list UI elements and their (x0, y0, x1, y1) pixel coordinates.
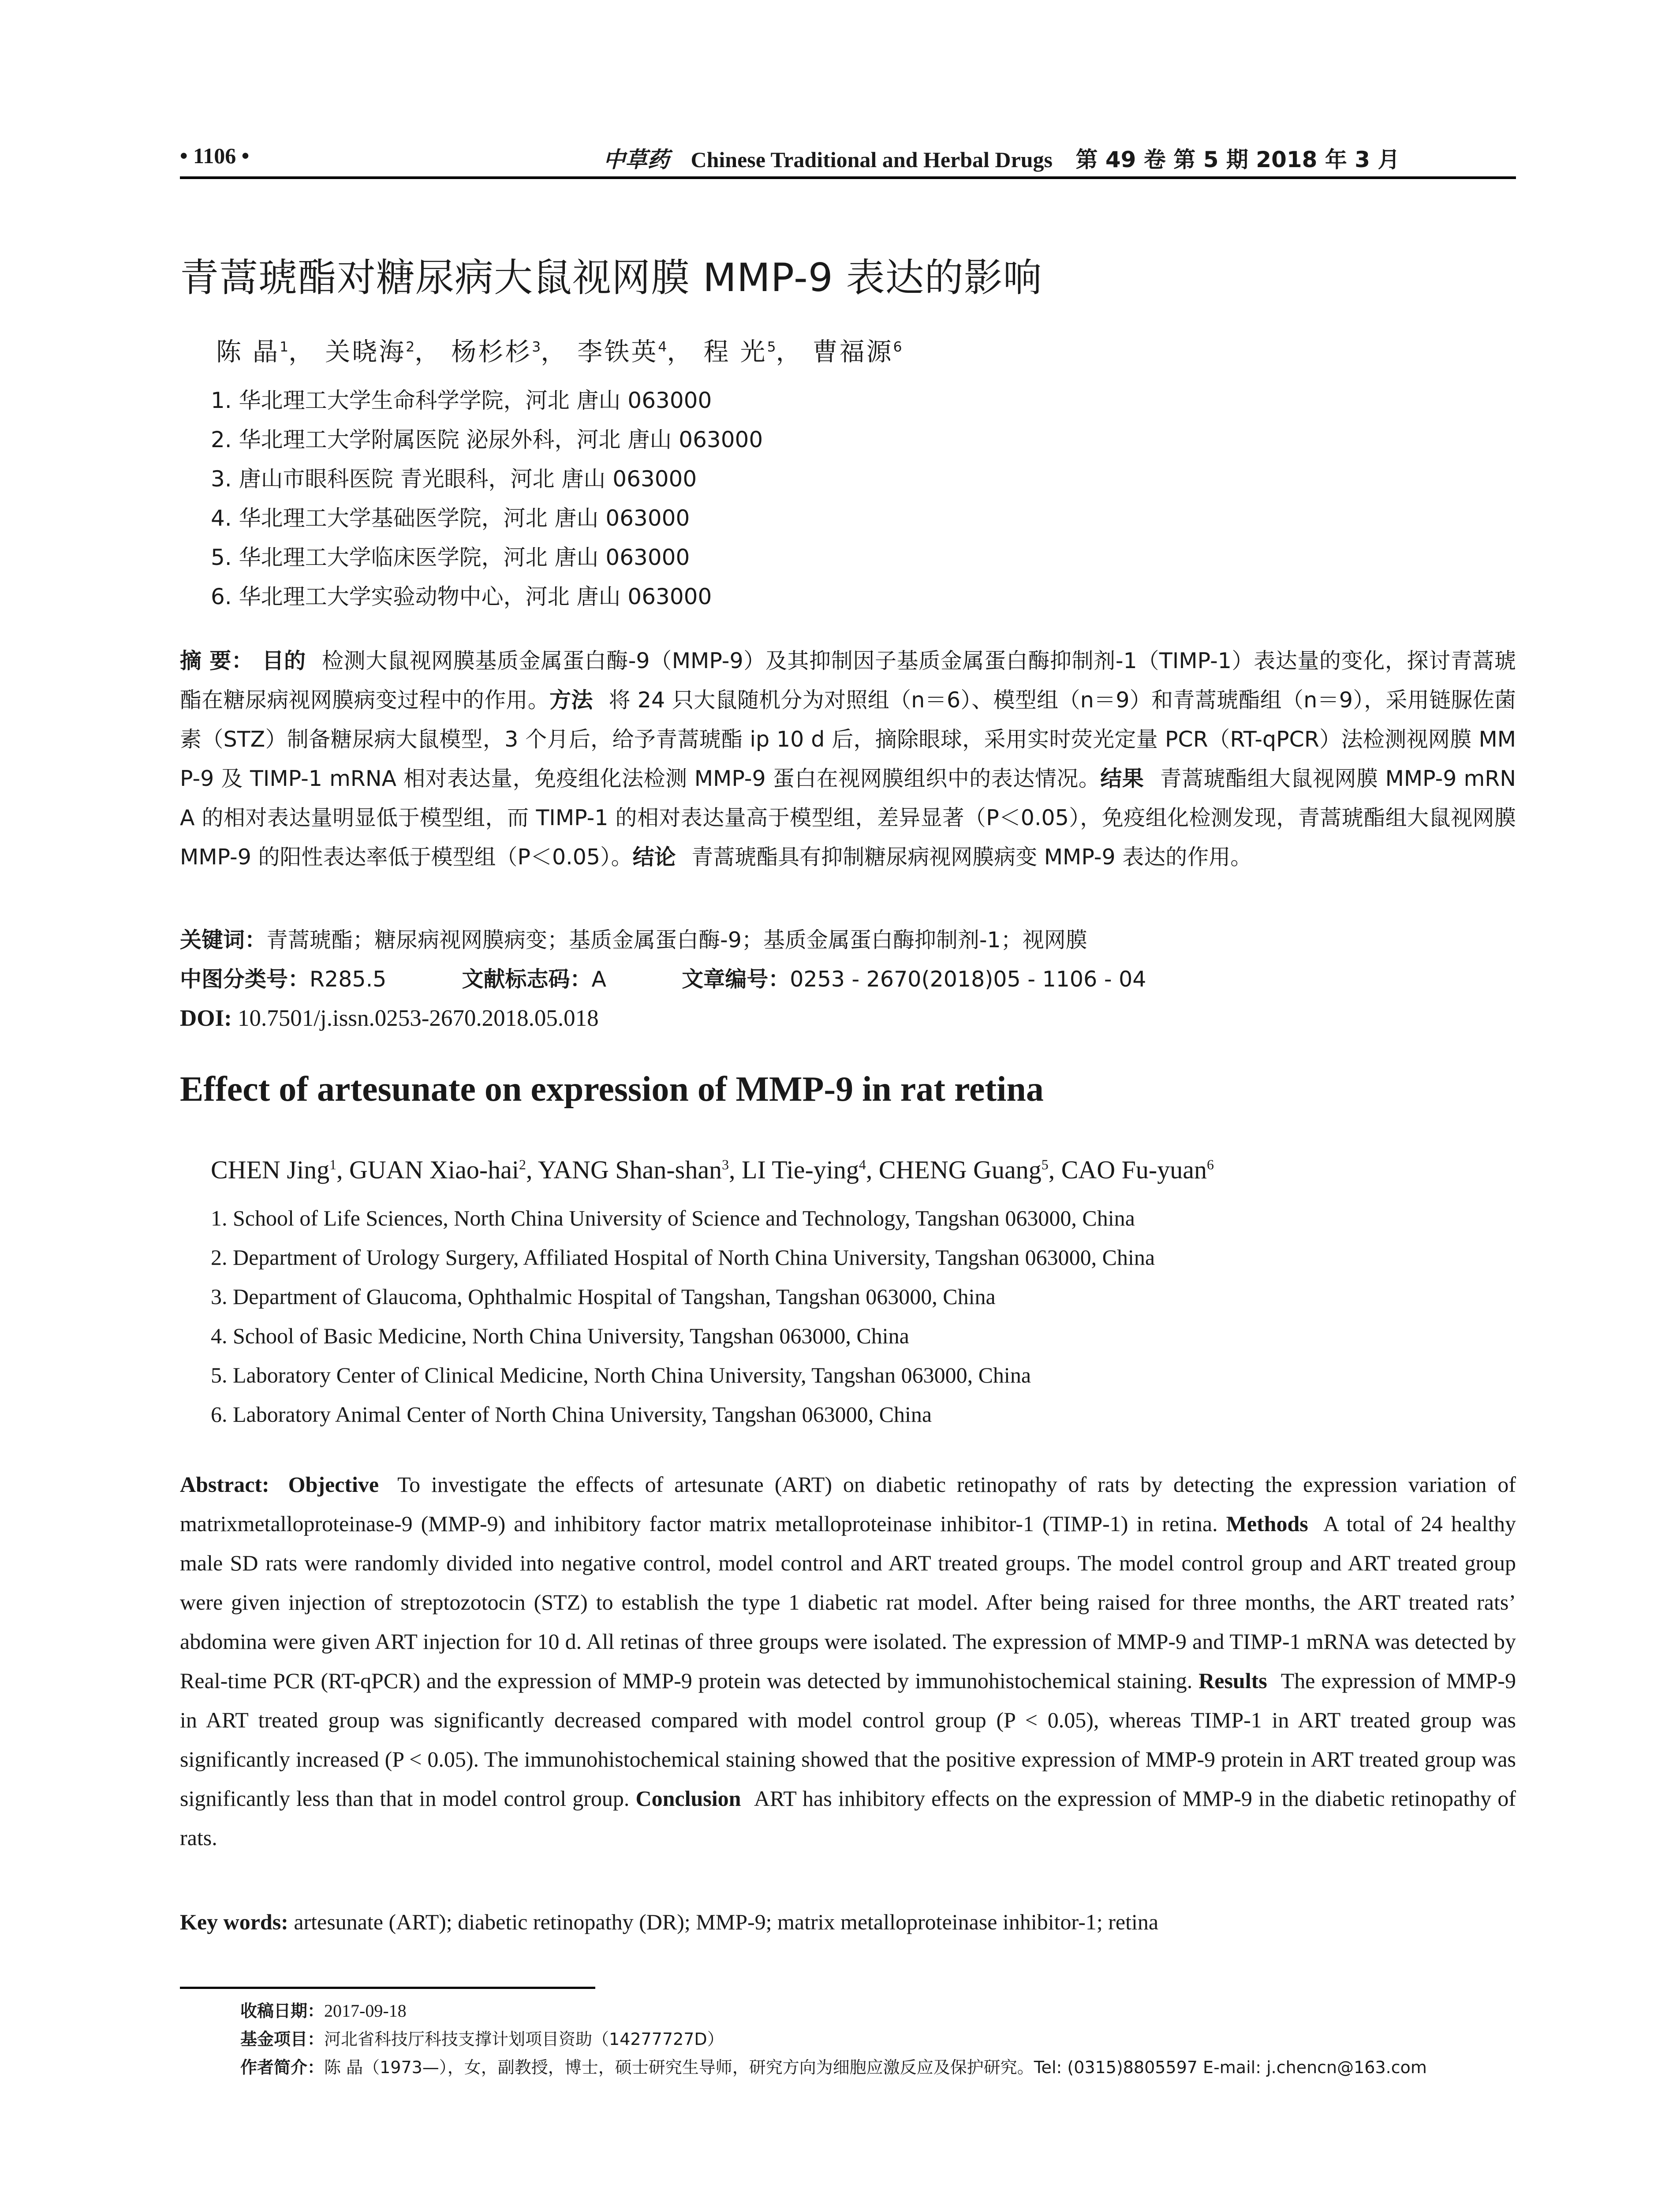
author-affil-mark: 5 (767, 339, 776, 355)
conclusion-text: 青蒿琥酯具有抑制糖尿病视网膜病变 MMP-9 表达的作用。 (691, 845, 1252, 870)
journal-title-en: Chinese Traditional and Herbal Drugs (691, 147, 1053, 172)
author-affil-mark: 6 (893, 339, 902, 355)
doi-value: 10.7501/j.issn.0253-2670.2018.05.018 (238, 1005, 599, 1031)
keywords-text: 青蒿琥酯；糖尿病视网膜病变；基质金属蛋白酶-9；基质金属蛋白酶抑制剂-1；视网膜 (266, 927, 1087, 953)
journal-title (603, 142, 1400, 174)
affiliation-item: 6. Laboratory Animal Center of North China University, Tangshan 063000, China (211, 1402, 932, 1427)
affiliation-list-en (211, 1199, 1155, 1434)
classification-row (180, 960, 1146, 999)
author-name: YANG Shan-shan (538, 1155, 722, 1184)
article-no-label: 文章编号： (682, 967, 790, 992)
article-metadata-cn (180, 920, 1146, 1038)
abstract-cn (180, 641, 1516, 877)
article-no-value: 0253 - 2670(2018)05 - 1106 - 04 (790, 967, 1146, 992)
author-affil-mark: 2 (406, 339, 415, 355)
footnote-divider (180, 1987, 595, 1989)
results-label: Results (1198, 1668, 1267, 1693)
article-title-en: Effect of artesunate on expression of MMP-9 in rat retina (180, 1070, 1044, 1109)
objective-label: Objective (288, 1472, 379, 1497)
author-name: 程 光 (703, 337, 767, 366)
methods-label: Methods (1226, 1511, 1308, 1536)
affiliation-item: 1. 华北理工大学生命科学学院，河北 唐山 063000 (211, 388, 712, 413)
author-name: GUAN Xiao-hai (349, 1155, 519, 1184)
conclusion-text: ART has inhibitory effects on the expression of MMP-9 in the diabetic retinopathy of rats. (180, 1786, 1516, 1850)
author-bio-row (240, 2053, 1427, 2082)
page-number: • 1106 • (180, 143, 250, 168)
author-affil-mark: 6 (1206, 1157, 1214, 1173)
affiliation-item: 5. Laboratory Center of Clinical Medicine, North China University, Tangshan 063000, China (211, 1363, 1031, 1387)
abstract-label: 摘 要： (180, 648, 254, 673)
author-name: CHENG Guang (878, 1155, 1042, 1184)
fund-text: 河北省科技厅科技支撑计划项目资助（14277727D） (324, 2029, 724, 2049)
objective-text: 检测大鼠视网膜基质金属蛋白酶-9（MMP-9）及其抑制因子基质金属蛋白酶抑制剂-1（TIMP-1）表达量的变化，探讨青蒿琥酯在糖尿病视网膜病变过程中的作用。 (180, 648, 1516, 713)
methods-text: 将 24 只大鼠随机分为对照组（n＝6）、模型组（n＝9）和青蒿琥酯组（n＝9），采用链脲佐菌素（STZ）制备糖尿病大鼠模型，3 个月后，给予青蒿琥酯 ip 10 d 后，摘除眼球，采用实时荧光定量 PCR（RT-qPCR）法检测视网膜 MMP-9 及 TIMP-1 mRNA 相对表达量，免疫组化法检测 MMP-9 蛋白在视网膜组织中的表达情况。 (180, 688, 1516, 791)
results-text: 青蒿琥酯组大鼠视网膜 MMP-9 mRNA 的相对表达量明显低于模型组，而 TIMP-1 的相对表达量高于模型组，差异显著（P＜0.05），免疫组化检测发现，青蒿琥酯组大鼠视网膜 MMP-9 的阳性表达率低于模型组（P＜0.05）。 (180, 766, 1516, 870)
author-name: 关晓海 (325, 337, 406, 366)
fund-row (240, 2025, 1427, 2053)
affiliation-item: 6. 华北理工大学实验动物中心，河北 唐山 063000 (211, 584, 712, 609)
received-label: 收稿日期： (240, 2001, 325, 2021)
author-affil-mark: 2 (519, 1157, 526, 1173)
affiliation-item: 4. 华北理工大学基础医学院，河北 唐山 063000 (211, 505, 690, 531)
affiliation-item: 3. Department of Glaucoma, Ophthalmic Hospital of Tangshan, Tangshan 063000, China (211, 1284, 996, 1309)
author-affil-mark: 1 (280, 339, 289, 355)
keywords-row-en (180, 1902, 1516, 1942)
abstract-label: Abstract: (180, 1472, 269, 1497)
methods-label: 方法 (549, 688, 593, 713)
affiliation-item: 5. 华北理工大学临床医学院，河北 唐山 063000 (211, 545, 690, 570)
results-label: 结果 (1100, 766, 1144, 791)
author-affil-mark: 4 (658, 339, 667, 355)
affiliation-item: 1. School of Life Sciences, North China University of Science and Technology, Tangshan 063000, China (211, 1206, 1135, 1230)
author-affil-mark: 3 (532, 339, 541, 355)
objective-text: To investigate the effects of artesunate (ART) on diabetic retinopathy of rats by detecting the expression variation of matrixmetalloproteinase-9 (MMP-9) and inhibitory factor matrix metalloproteinase inhibitor-1 (TIMP-1) in retina. (180, 1472, 1516, 1536)
author-name: 杨杉杉 (451, 337, 532, 366)
author-affil-mark: 1 (329, 1157, 337, 1173)
abstract-en (180, 1465, 1516, 1857)
results-text: The expression of MMP-9 in ART treated group was significantly decreased compared with model control group (P < 0.05), whereas TIMP-1 in ART treated group was significantly increased (P < 0.05). The immunohistochemical staining showed that the positive expression of MMP-9 protein in ART treated group was significantly less than that in model control group. (180, 1668, 1516, 1811)
author-name: 曹福源 (812, 337, 893, 366)
article-title-cn: 青蒿琥酯对糖尿病大鼠视网膜 MMP-9 表达的影响 (180, 255, 1042, 300)
conclusion-label: 结论 (632, 845, 676, 870)
running-header (180, 140, 1516, 179)
author-affil-mark: 4 (859, 1157, 866, 1173)
author-name: LI Tie-ying (742, 1155, 859, 1184)
author-name: CHEN Jing (211, 1155, 330, 1184)
author-list-en: CHEN Jing$^1$, GUAN Xiao-hai$^2$, YANG Shan-shan$^3$, LI Tie-ying$^4$, CHENG Guang$^5$, CAO Fu-yuan$^6$ (211, 1155, 1214, 1184)
author-name: 李铁英 (577, 337, 658, 366)
affiliation-item: 2. Department of Urology Surgery, Affiliated Hospital of North China University, Tangshan 063000, China (211, 1245, 1155, 1270)
journal-title-cn: 中草药 (603, 147, 669, 172)
conclusion-label: Conclusion (635, 1786, 741, 1811)
received-date-row (240, 1997, 1427, 2025)
bio-label: 作者简介： (240, 2058, 325, 2077)
bio-text: 陈 晶（1973—），女，副教授，博士，硕士研究生导师，研究方向为细胞应激反应及保护研究。Tel: (0315)8805597 E-mail: j.chencn@163.com (324, 2058, 1427, 2077)
clc-label: 中图分类号： (180, 967, 310, 992)
affiliation-item: 4. School of Basic Medicine, North China University, Tangshan 063000, China (211, 1323, 909, 1348)
doi-row (180, 999, 1146, 1038)
objective-label: 目的 (262, 648, 306, 673)
keywords-row-cn (180, 920, 1146, 960)
keywords-label: Key words: (180, 1910, 288, 1934)
keywords-text: artesunate (ART); diabetic retinopathy (DR); MMP-9; matrix metalloproteinase inhibitor-1; retina (294, 1910, 1159, 1934)
footnotes (240, 1997, 1427, 2082)
author-name: 陈 晶 (216, 337, 280, 366)
author-list-cn: 陈 晶$^1$， 关晓海$^2$， 杨杉杉$^3$， 李铁英$^4$， 程 光$^5$， 曹福源$^6$ (216, 337, 902, 366)
methods-text: A total of 24 healthy male SD rats were randomly divided into negative control, model control and ART treated groups. The model control group and ART treated group were given injection of streptozotocin (STZ) to establish the type 1 diabetic rat model. After being raised for three months, the ART treated rats’ abdomina were given ART injection for 10 d. All retinas of three groups were isolated. The expression of MMP-9 and TIMP-1 mRNA was detected by Real-time PCR (RT-qPCR) and the expression of MMP-9 protein was detected by immunohistochemical staining. (180, 1511, 1516, 1693)
author-name: CAO Fu-yuan (1061, 1155, 1207, 1184)
affiliation-item: 3. 唐山市眼科医院 青光眼科，河北 唐山 063000 (211, 466, 697, 492)
journal-issue: 第 49 卷 第 5 期 2018 年 3 月 (1075, 147, 1400, 172)
author-affil-mark: 5 (1041, 1157, 1049, 1173)
fund-label: 基金项目： (240, 2029, 325, 2049)
doc-code-label: 文献标志码： (462, 967, 592, 992)
author-affil-mark: 3 (722, 1157, 729, 1173)
affiliation-list-cn (211, 381, 763, 617)
affiliation-item: 2. 华北理工大学附属医院 泌尿外科，河北 唐山 063000 (211, 427, 763, 452)
keywords-label: 关键词： (180, 927, 267, 953)
doc-code-value: A (591, 967, 607, 992)
clc-value: R285.5 (310, 967, 387, 992)
doi-label: DOI: (180, 1005, 232, 1031)
received-date: 2017-09-18 (324, 2001, 407, 2021)
